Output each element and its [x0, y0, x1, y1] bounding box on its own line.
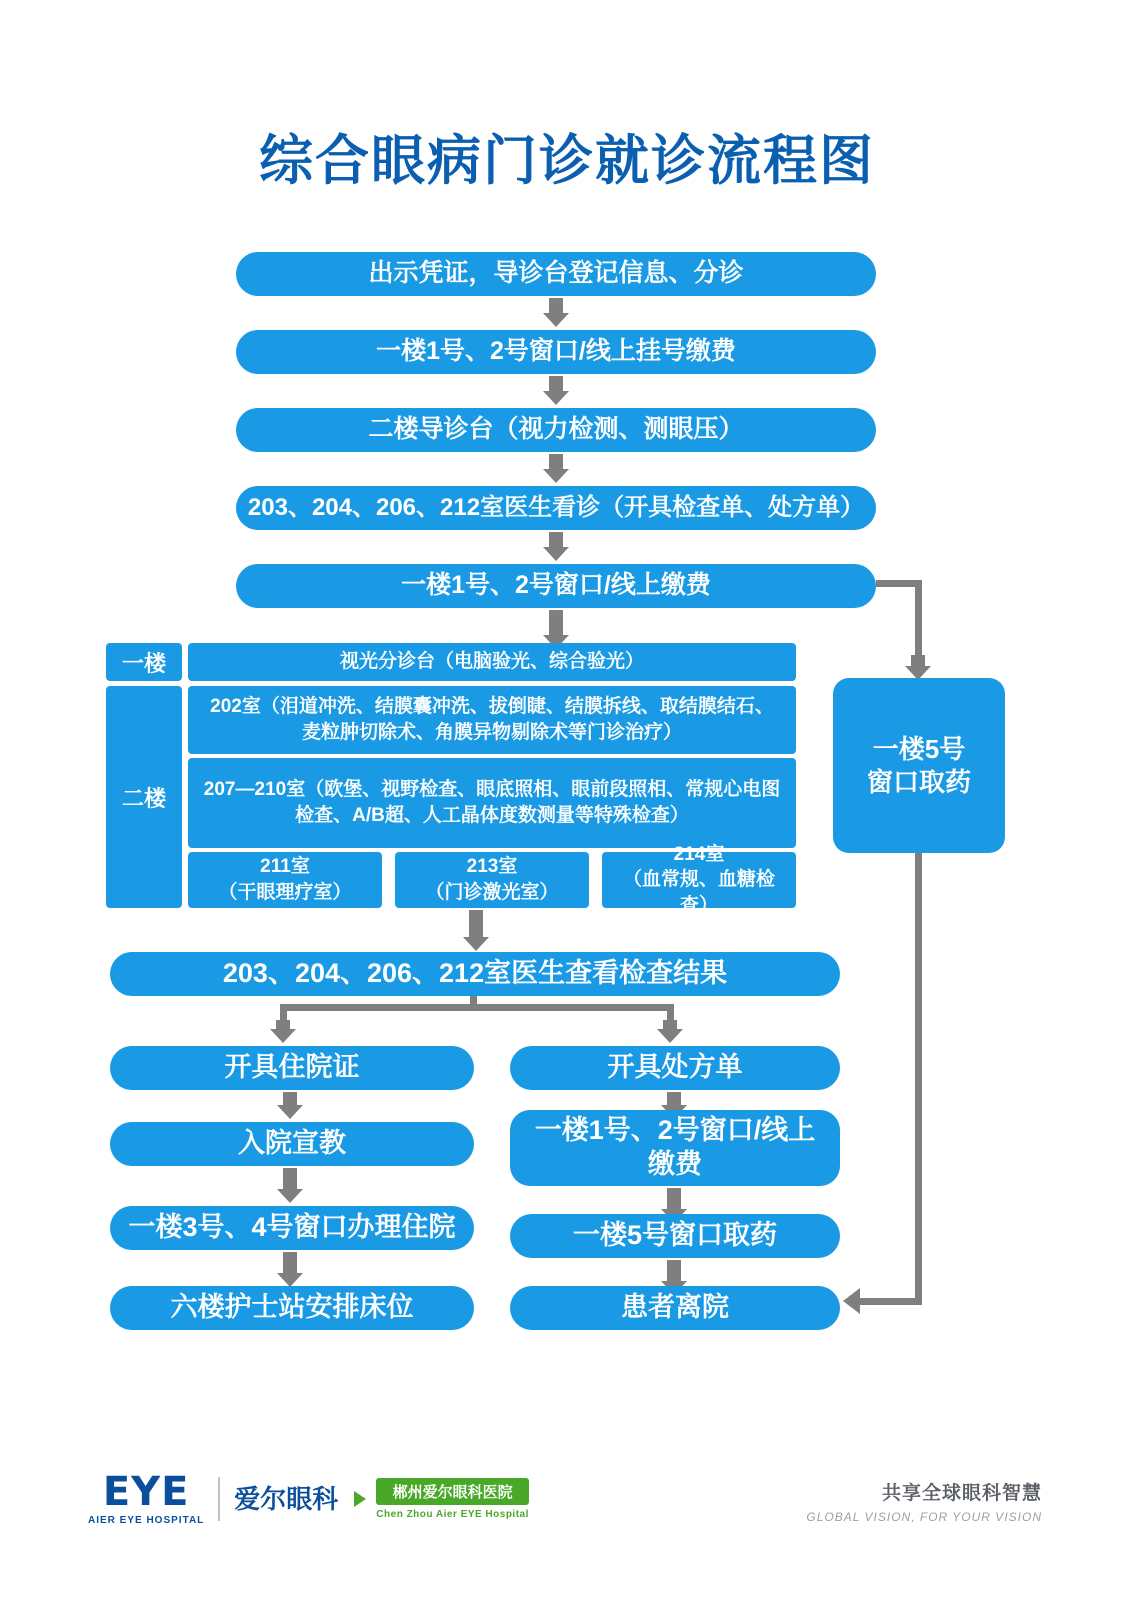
room-211-line-1: 211室 [260, 856, 310, 878]
room-213 [395, 852, 589, 908]
right-step-3: 一楼5号窗口取药 [510, 1214, 840, 1258]
pharmacy-line-2: 窗口取药 [866, 766, 971, 797]
footer-logo [88, 1469, 529, 1526]
split-horizontal [280, 1004, 674, 1011]
flow-step-2: 一楼1号、2号窗口/线上挂号缴费 [236, 330, 876, 374]
room-214-line-2: （血常规、血糖检查） [622, 869, 775, 916]
left-step-3: 一楼3号、4号窗口办理住院 [110, 1206, 474, 1250]
floor-2-label: 二楼 [106, 686, 182, 908]
eye-logo-mark [88, 1469, 204, 1515]
arrow-pharmacy-return-head [843, 1288, 860, 1314]
brand-name-cn: 爱尔眼科 [234, 1484, 339, 1514]
flow-step-review: 203、204、206、212室医生查看检查结果 [110, 952, 840, 996]
hospital-block [376, 1478, 529, 1520]
room-213-line-2: （门诊激光室） [425, 882, 559, 903]
right-step-1: 开具处方单 [510, 1046, 840, 1090]
triangle-icon [354, 1491, 366, 1507]
pharmacy-return-horizontal [860, 1298, 922, 1305]
room-202: 202室（泪道冲洗、结膜囊冲洗、拔倒睫、结膜拆线、取结膜结石、麦粒肿切除术、角膜异物剔除术等门诊治疗） [188, 686, 796, 754]
logo-divider [218, 1477, 220, 1521]
room-213-line-1: 213室 [466, 856, 518, 878]
hospital-name-cn: 郴州爱尔眼科医院 [376, 1478, 529, 1505]
flow-step-4: 203、204、206、212室医生看诊（开具检查单、处方单） [236, 486, 876, 530]
hospital-name-en: Chen Zhou Aier EYE Hospital [376, 1509, 529, 1520]
right-step-4: 患者离院 [510, 1286, 840, 1330]
right-step-2-line-1: 一楼1号、2号窗口/线上 [534, 1115, 816, 1146]
room-214-line-1: 214室 [673, 843, 725, 865]
flow-step-1: 出示凭证，导诊台登记信息、分诊 [236, 252, 876, 296]
flow-step-5: 一楼1号、2号窗口/线上缴费 [236, 564, 876, 608]
right-step-2 [510, 1110, 840, 1186]
right-step-2-line-2: 缴费 [648, 1149, 702, 1179]
room-214 [602, 843, 796, 916]
page-title: 综合眼病门诊就诊流程图 [259, 129, 875, 192]
left-step-2: 入院宣教 [110, 1122, 474, 1166]
room-optometry: 视光分诊台（电脑验光、综合验光） [188, 643, 796, 681]
room-207-210: 207—210室（欧堡、视野检查、眼底照相、眼前段照相、常规心电图检查、A/B超、人工晶体度数测量等特殊检查） [188, 758, 796, 848]
pharmacy-return-vertical [915, 853, 922, 1305]
slogan-en: GLOBAL VISION, FOR YOUR VISION [806, 1510, 1042, 1524]
floor-1-label: 一楼 [106, 643, 182, 681]
room-211-line-2: （干眼理疗室） [218, 882, 352, 903]
left-step-1: 开具住院证 [110, 1046, 474, 1090]
aier-eye-logo [88, 1469, 205, 1526]
pharmacy-line-1: 一楼5号 [872, 734, 966, 764]
pharmacy-window-box [833, 678, 1005, 853]
footer-slogan [806, 1478, 1042, 1524]
flow-step-3: 二楼导诊台（视力检测、测眼压） [236, 408, 876, 452]
eye-logo-subtext: AIER EYE HOSPITAL [88, 1515, 205, 1526]
slogan-cn: 共享全球眼科智慧 [881, 1483, 1042, 1504]
left-step-4: 六楼护士站安排床位 [110, 1286, 474, 1330]
branch-right-vertical [915, 580, 922, 662]
aier-brand-cn-block [234, 1486, 338, 1512]
room-211 [188, 852, 382, 908]
eye-logo-text: EYE [102, 1469, 190, 1515]
